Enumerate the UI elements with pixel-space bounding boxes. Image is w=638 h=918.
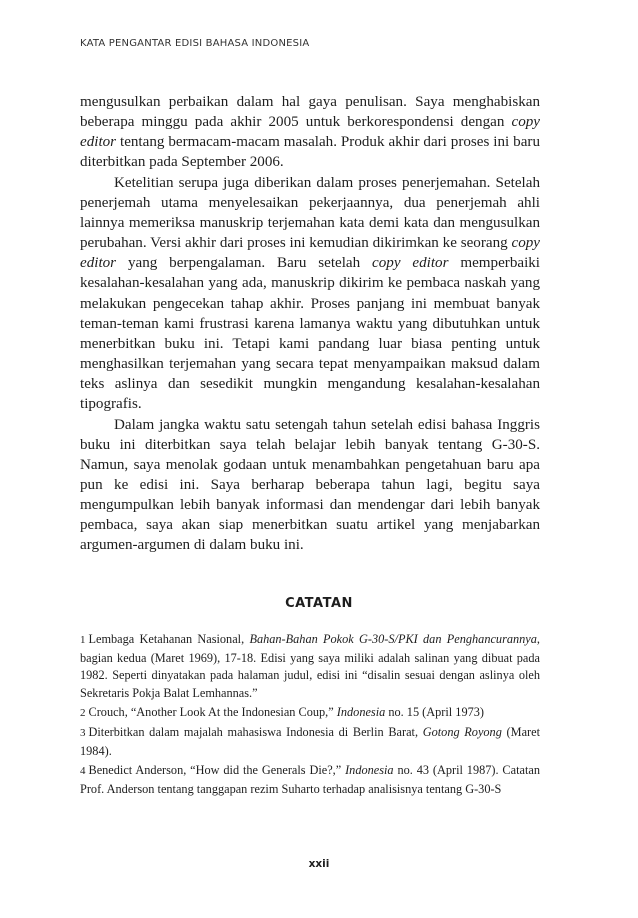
note-item bbox=[80, 724, 540, 760]
note-item bbox=[80, 631, 540, 702]
note-item bbox=[80, 704, 540, 723]
note-italic-title: Indonesia bbox=[336, 704, 386, 719]
paragraph-text: Dalam jangka waktu satu setengah tahun setelah edisi bahasa Inggris buku ini diterbitkan saya telah belajar lebih banyak tentang G-30-S. Namun, saya menolak godaan untuk menambahkan pengetahuan baru apa pun ke edisi ini. Saya berharap beberapa tahun lagi, begitu saya mengumpulkan lebih banyak informasi dan mendengar dari lebih banyak pembaca, saya akan siap menerbitkan suatu artikel yang menjabarkan argumen-argumen di dalam buku ini. bbox=[80, 416, 540, 554]
note-text: Crouch, “Another Look At the Indonesian Coup,” bbox=[88, 704, 337, 719]
paragraph-text: Ketelitian serupa juga diberikan dalam proses penerjemahan. Setelah penerjemah utama menyelesaikan pekerjaannya, dua penerjemah ahli lainnya memeriksa manuskrip terjemahan kata demi kata dan mengusulkan perubahan. Versi akhir dari proses ini kemudian dikirimkan ke seorang bbox=[80, 174, 540, 252]
note-italic-title: Bahan-Bahan Pokok G-30-S/PKI dan Penghancurannya bbox=[249, 632, 537, 646]
paragraph-text: yang berpengalaman. Baru setelah bbox=[116, 255, 373, 272]
paragraph-3 bbox=[80, 415, 540, 556]
paragraph-text: tentang bermacam-macam masalah. Produk akhir dari proses ini baru diterbitkan pada September 2006. bbox=[80, 134, 540, 171]
italic-term: copy editor bbox=[372, 255, 449, 272]
note-number: 2 bbox=[80, 706, 86, 719]
paragraph-2 bbox=[80, 173, 540, 415]
paragraph-text: mengusulkan perbaikan dalam hal gaya penulisan. Saya menghabiskan beberapa minggu pada akhir 2005 untuk berkorespondensi dengan bbox=[80, 94, 540, 131]
note-number: 4 bbox=[80, 764, 86, 777]
notes-heading: CATATAN bbox=[285, 596, 353, 611]
note-text: (Maret 1984). bbox=[80, 725, 540, 758]
note-text: , bagian kedua (Maret 1969), 17-18. Edisi yang saya miliki adalah salinan yang dibuat pada 1982. Seperti dinyatakan pada halaman judul, edisi ini “disalin sesuai dengan aslinya oleh Sekretaris Pokja Balat Lemhannas.” bbox=[80, 632, 540, 700]
note-number: 1 bbox=[80, 634, 86, 646]
note-text: Diterbitkan dalam majalah mahasiswa Indonesia di Berlin Barat, bbox=[88, 725, 423, 740]
paragraph-text: memperbaiki kesalahan-kesalahan yang ada, manuskrip dikirim ke pembaca naskah yang melakukan pengecekan tahap akhir. Proses panjang ini membuat banyak teman-teman kami frustrasi karena lamanya waktu yang dibutuhkan untuk menerbitkan buku ini. Tetapi kami pandang luar biasa penting untuk menghasilkan terjemahan yang secara tepat menyampaikan maksud dalam teks aslinya dan sesedikit mungkin mengandung kesalahan-kesalahan tipografis. bbox=[80, 255, 541, 413]
note-italic-title: Indonesia bbox=[345, 762, 394, 777]
running-head: KATA PENGANTAR EDISI BAHASA INDONESIA bbox=[80, 38, 310, 49]
notes-list bbox=[80, 631, 540, 800]
body-text bbox=[80, 92, 540, 556]
note-text: no. 43 (April 1987). Catatan Prof. Anderson tentang tanggapan rezim Suharto terhadap analisisnya tentang G-30-S bbox=[80, 762, 540, 796]
italic-term: copy editor bbox=[80, 235, 540, 272]
note-text: Lembaga Ketahanan Nasional, bbox=[88, 632, 250, 646]
italic-term: copy editor bbox=[80, 114, 540, 151]
note-item bbox=[80, 762, 540, 798]
note-text: no. 15 (April 1973) bbox=[385, 704, 484, 719]
note-italic-title: Gotong Royong bbox=[422, 725, 502, 740]
paragraph-1 bbox=[80, 92, 540, 173]
note-number: 3 bbox=[80, 727, 86, 740]
note-text: Benedict Anderson, “How did the Generals Die?,” bbox=[88, 762, 346, 777]
page-number: xxii bbox=[308, 858, 330, 870]
